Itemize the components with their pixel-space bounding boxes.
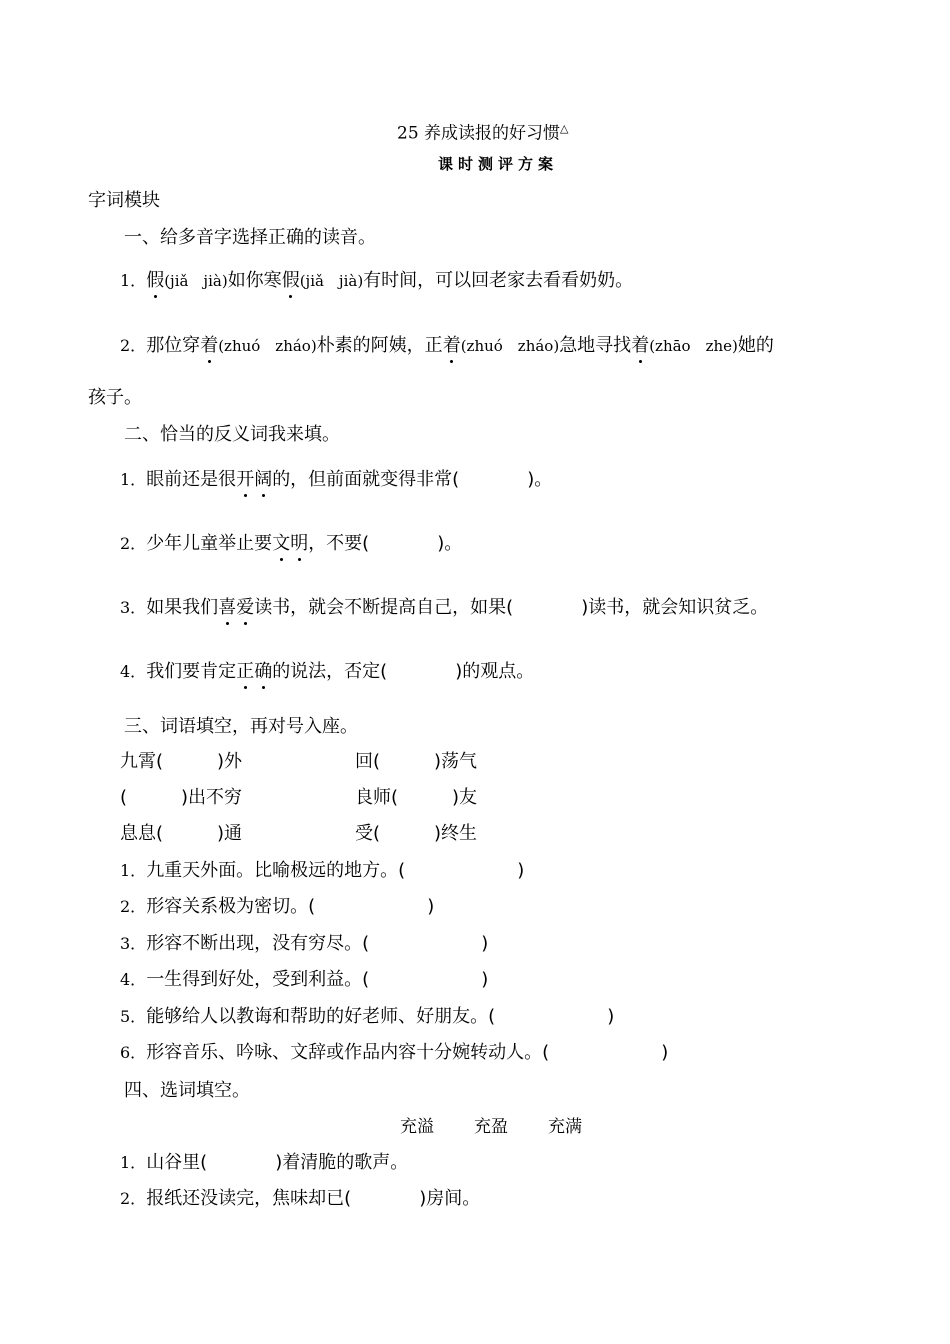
s2-question-4	[120, 661, 534, 683]
sentence-text: 读书，就会不断提高自己，如果(	[254, 597, 514, 618]
pinyin-options: (zhuó zháo)	[218, 337, 317, 355]
sentence-text: 如果我们	[146, 597, 219, 618]
pinyin-options: (zhuó zháo)	[460, 337, 560, 355]
section3-heading: 三、词语填空，再对号入座。	[124, 716, 358, 737]
idiom-blank: 受( )终生	[355, 823, 478, 844]
section4-heading: 四、选词填空。	[124, 1080, 250, 1101]
sentence-text: )读书，就会知识贫乏。	[581, 597, 769, 618]
dotted-char: 爱	[236, 597, 255, 618]
definition-item: 6．形容音乐、吟咏、文辞或作品内容十分婉转动人。( )	[120, 1042, 669, 1063]
s2-question-1	[120, 469, 552, 491]
page-title	[397, 118, 569, 145]
idiom-blank: 九霄( )外	[120, 751, 243, 772]
subtitle: 课时测评方案	[438, 155, 559, 173]
definition-item: 3．形容不断出现，没有穷尽。( )	[120, 933, 489, 954]
title-mark: △	[560, 122, 569, 135]
sentence-text: 如你寒	[227, 270, 282, 291]
sentence-text: 眼前还是很	[146, 469, 237, 490]
word-option: 充盈	[474, 1117, 508, 1137]
question-number: 2．	[120, 336, 147, 355]
dotted-char: 阔	[254, 469, 273, 490]
dotted-char: 着	[442, 335, 461, 356]
title-text: 25 养成读报的好习惯	[397, 123, 561, 144]
sentence-text: 的，但前面就变得非常(	[272, 469, 460, 490]
question-number: 1．	[120, 470, 147, 489]
sentence-text: 少年儿童举止要	[146, 533, 273, 554]
section2-heading: 二、恰当的反义词我来填。	[124, 424, 340, 445]
definition-item: 1．九重天外面。比喻极远的地方。( )	[120, 860, 525, 881]
sentence-text: 那位穿	[146, 335, 201, 356]
dotted-char: 正	[236, 661, 255, 682]
fill-item: 2．报纸还没读完，焦味却已( )房间。	[120, 1188, 481, 1209]
fill-item: 1．山谷里( )着清脆的歌声。	[120, 1152, 409, 1173]
dotted-char: 假	[146, 270, 165, 291]
s1-question-1	[120, 270, 633, 292]
idiom-blank: ( )出不穷	[120, 787, 243, 808]
question-number: 3．	[120, 598, 147, 617]
sentence-text: ，不要(	[308, 533, 370, 554]
section1-heading: 一、给多音字选择正确的读音。	[124, 227, 376, 248]
definition-item: 4．一生得到好处，受到利益。( )	[120, 969, 489, 990]
definition-item: 2．形容关系极为密切。( )	[120, 896, 435, 917]
word-option: 充溢	[400, 1117, 434, 1137]
module-heading: 字词模块	[88, 190, 160, 211]
idiom-blank: 回( )荡气	[355, 751, 478, 772]
sentence-text: )。	[437, 533, 463, 554]
sentence-text: )。	[527, 469, 553, 490]
s2-question-3	[120, 597, 768, 619]
s1-question-2-cont: 孩子。	[88, 387, 142, 408]
sentence-text: 急地寻找	[559, 335, 632, 356]
s2-question-2	[120, 533, 462, 555]
question-number: 4．	[120, 662, 147, 681]
s1-question-2	[120, 335, 774, 357]
dotted-char: 确	[254, 661, 273, 682]
dotted-char: 着	[200, 335, 219, 356]
dotted-char: 明	[290, 533, 309, 554]
pinyin-options: (jiǎ jià)	[164, 272, 228, 290]
dotted-char: 喜	[218, 597, 237, 618]
definition-item: 5．能够给人以教诲和帮助的好老师、好朋友。( )	[120, 1006, 615, 1027]
word-options	[400, 1116, 582, 1138]
dotted-char: 开	[236, 469, 255, 490]
pinyin-options: (jiǎ jià)	[299, 272, 364, 290]
pinyin-options: (zhāo zhe)	[649, 337, 738, 355]
question-number: 2．	[120, 534, 147, 553]
idiom-blank: 息息( )通	[120, 823, 243, 844]
sentence-text: 朴素的阿姨，正	[316, 335, 443, 356]
sentence-text: 我们要肯定	[146, 661, 237, 682]
sentence-text: 有时间，可以回老家去看看奶奶。	[363, 270, 634, 291]
sentence-text: 的说法，否定(	[272, 661, 388, 682]
idiom-blank: 良师( )友	[355, 787, 478, 808]
dotted-char: 着	[631, 335, 650, 356]
word-option: 充满	[548, 1117, 582, 1137]
dotted-char: 假	[281, 270, 300, 291]
sentence-text: 她的	[737, 335, 774, 356]
dotted-char: 文	[272, 533, 291, 554]
question-number: 1．	[120, 271, 147, 290]
sentence-text: )的观点。	[455, 661, 535, 682]
